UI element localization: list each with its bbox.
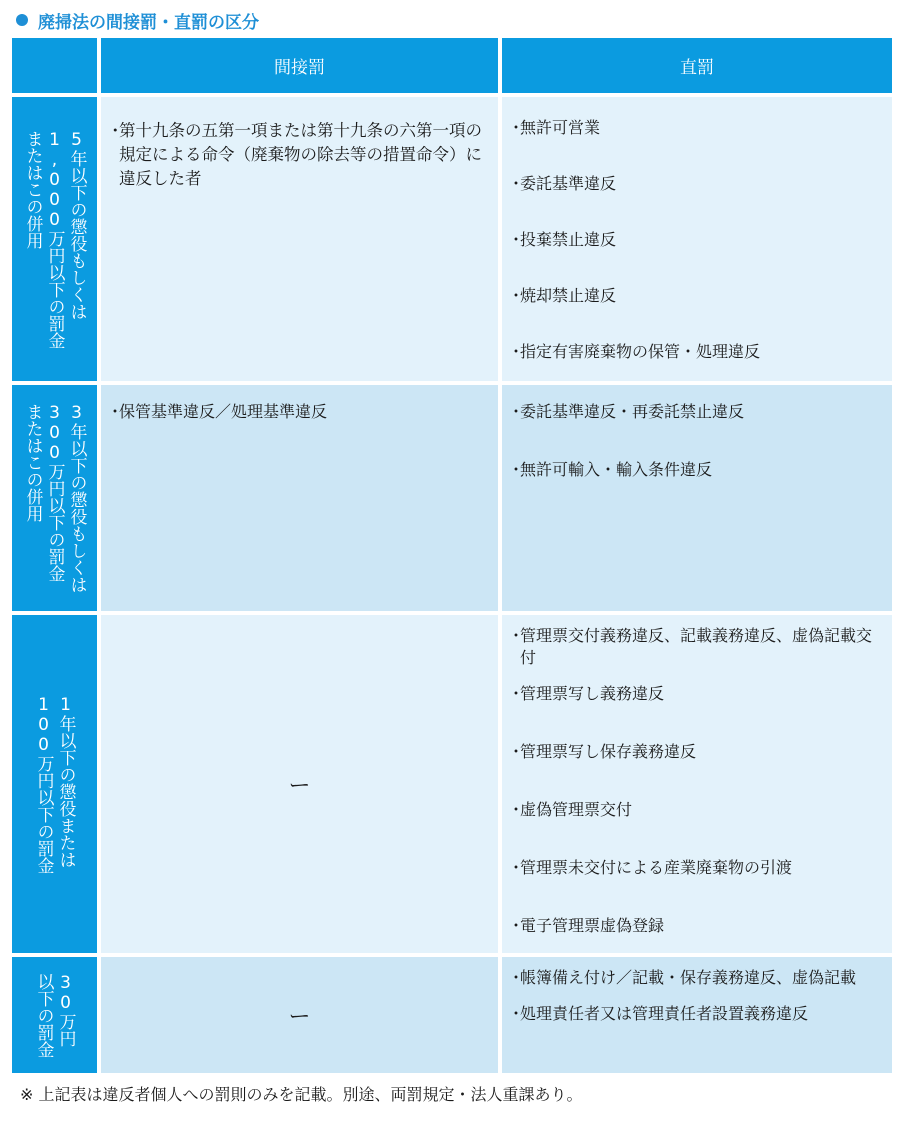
direct-cell-row1 [502,97,892,381]
penalty-text-row2: 3年以下の懲役もしくは 300万円以下の罰金 またはこの併用 [22,403,87,593]
header-direct [502,38,892,93]
bullet-dot-icon [16,14,28,26]
indirect-cell-row4 [101,957,498,1073]
direct-cell-row3 [502,615,892,953]
direct-item: ・ 虚偽管理票交付 [508,800,633,819]
indirect-cell-row3 [101,615,498,953]
direct-item: ・ 処理責任者又は管理責任者設置義務違反 [508,1004,809,1023]
direct-item: ・ 帳簿備え付け／記載・保存義務違反、虚偽記載 [508,968,857,987]
indirect-cell-row1 [101,97,498,381]
direct-item: ・ 電子管理票虚偽登録 [508,916,665,935]
page-title [16,6,259,34]
penalty-text-row3: 1年以下の懲役または 100万円以下の罰金 [33,694,76,874]
penalty-cell-row4 [12,957,97,1073]
direct-item: ・ 委託基準違反・再委託禁止違反 [508,402,745,421]
direct-item: ・ 委託基準違反 [508,174,617,193]
penalty-cell-row1 [12,97,97,381]
direct-item: ・ 管理票未交付による産業廃棄物の引渡 [508,858,793,877]
empty-dash: ー [288,773,311,799]
direct-item: ・ 指定有害廃棄物の保管・処理違反 [508,342,761,361]
penalty-cell-row3 [12,615,97,953]
direct-item: ・ 焼却禁止違反 [508,286,617,305]
header-direct-label: 直罰 [680,58,714,78]
indirect-cell-row2 [101,385,498,611]
indirect-item: ・ 保管基準違反／処理基準違反 [107,402,328,421]
direct-item: ・ 管理票写し義務違反 [508,684,665,703]
empty-dash: ー [288,1004,311,1030]
header-indirect [101,38,498,93]
header-corner [12,38,97,93]
page-title-text: 廃掃法の間接罰・直罰の区分 [38,12,259,33]
footnote: ※ 上記表は違反者個人への罰則のみを記載。別途、両罰規定・法人重課あり。 [20,1085,583,1104]
indirect-item: ・ 第十九条の五第一項または第十九条の六第一項の規定による命令（廃棄物の除去等の措置命令）に違反した者 [107,121,482,188]
header-indirect-label: 間接罰 [274,58,325,78]
penalty-text-row1: 5年以下の懲役もしくは 1,000万円以下の罰金 またはこの併用 [22,129,87,349]
direct-cell-row2 [502,385,892,611]
penalty-cell-row2 [12,385,97,611]
direct-item: ・ 無許可輸入・輸入条件違反 [508,460,713,479]
penalty-text-row4: 30万円 以下の罰金 [33,972,76,1058]
direct-item: ・ 無許可営業 [508,118,601,137]
direct-cell-row4 [502,957,892,1073]
direct-item: ・ 管理票交付義務違反、記載義務違反、虚偽記載交付 [508,626,873,667]
direct-item: ・ 投棄禁止違反 [508,230,617,249]
direct-item: ・ 管理票写し保存義務違反 [508,742,697,761]
